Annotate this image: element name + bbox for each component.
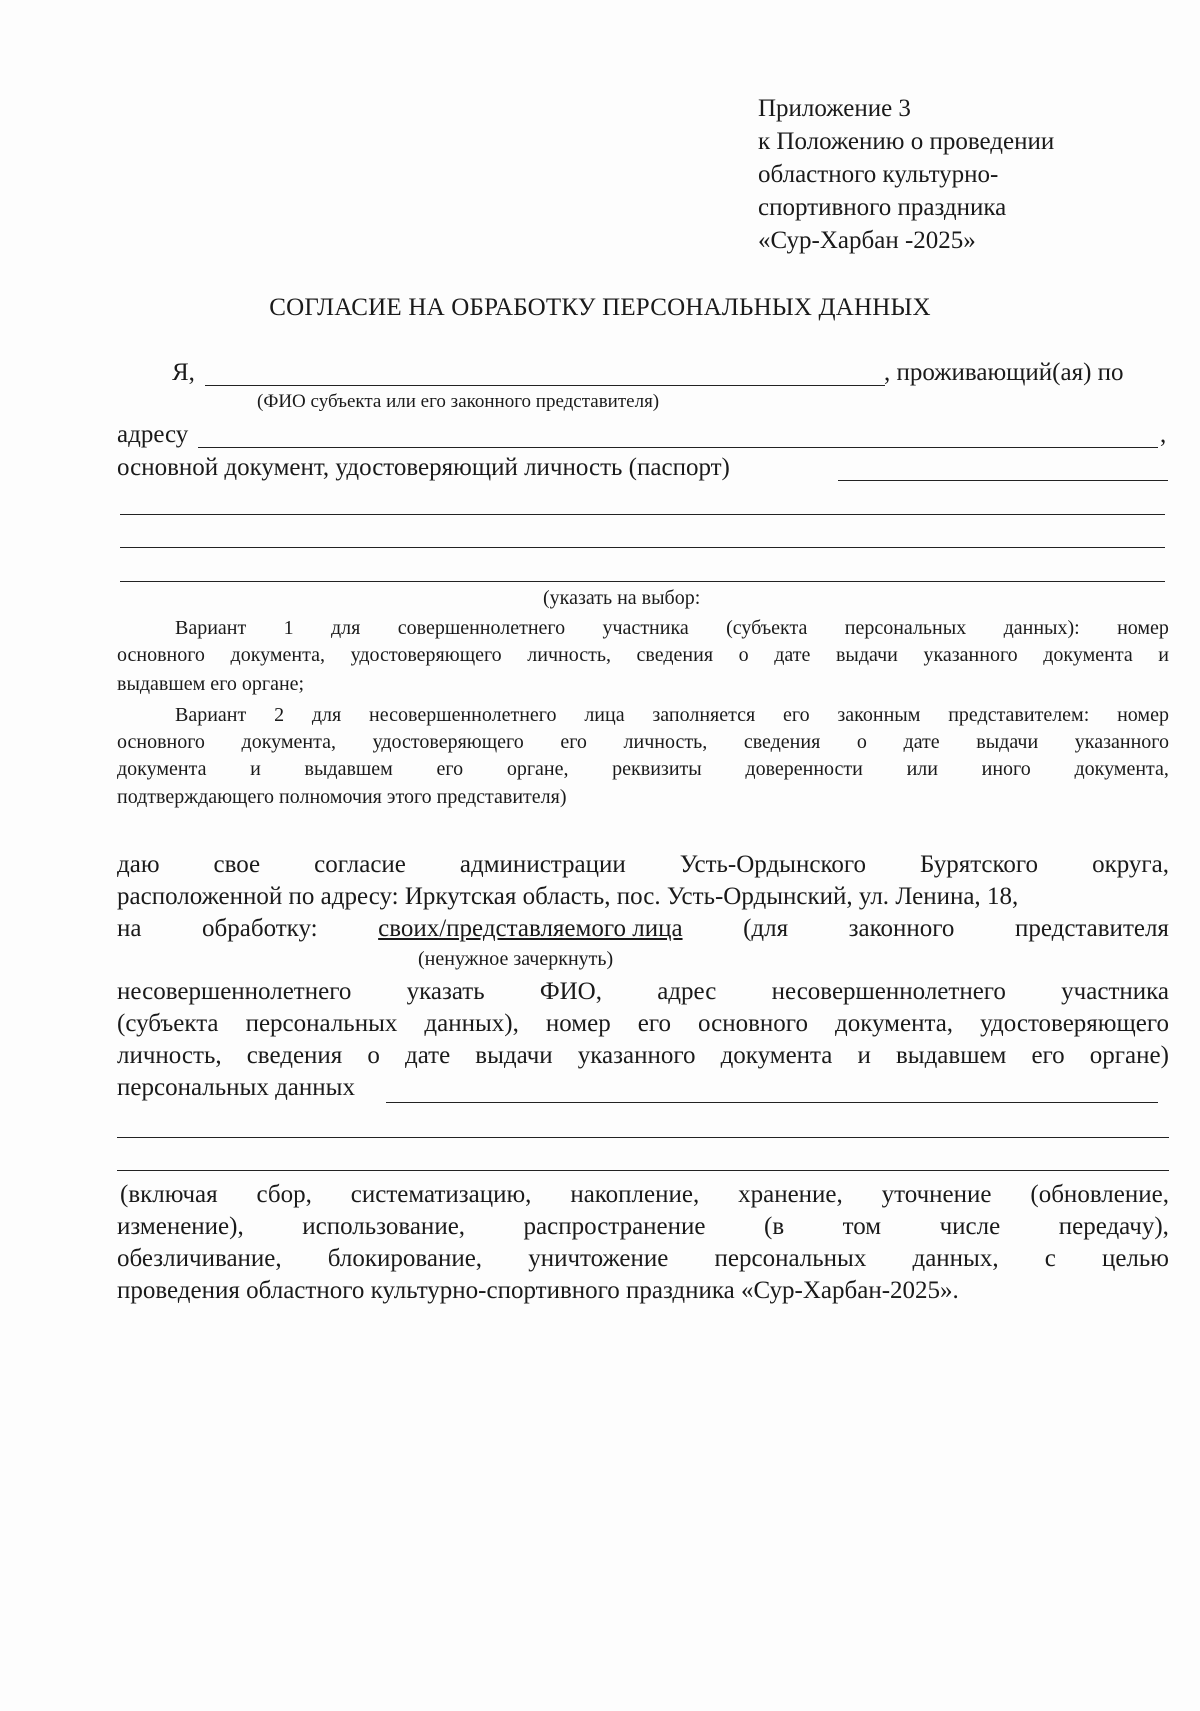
minor-line: личность, сведения о дате выдачи указанного документа и выдавшем его органе): [117, 1042, 1169, 1069]
consent-line: даю свое согласие администрации Усть-Ордынского Бурятского округа,: [117, 851, 1169, 878]
appendix-line: «Сур-Харбан -2025»: [758, 227, 976, 254]
variant-2-line: основного документа, удостоверяющего его личность, сведения о дате выдачи указанного: [117, 731, 1169, 753]
minor-line: (субъекта персональных данных), номер его основного документа, удостоверяющего: [117, 1010, 1169, 1037]
address-field[interactable]: [198, 447, 1158, 448]
appendix-line: областного культурно-: [758, 161, 999, 188]
personal-data-label: персональных данных: [117, 1074, 355, 1101]
personal-data-field[interactable]: [386, 1102, 1158, 1103]
processing-line: (включая сбор, систематизацию, накопление, хранение, уточнение (обновление,: [120, 1181, 1169, 1208]
choose-hint: (указать на выбор:: [543, 587, 701, 609]
processing-line: изменение), использование, распространение (в том числе передачу),: [117, 1213, 1169, 1240]
variant-1-line: основного документа, удостоверяющего личность, сведения о дате выдачи указанного документа и: [117, 644, 1169, 666]
document-field-line-2[interactable]: [120, 514, 1165, 515]
personal-data-field-line-2[interactable]: [117, 1137, 1169, 1138]
for-label: (для: [743, 915, 789, 942]
processing-last-line: проведения областного культурно-спортивного праздника «Сур-Харбан-2025».: [117, 1277, 959, 1304]
document-label: основной документ, удостоверяющий личность (паспорт): [117, 454, 730, 481]
appendix-line: спортивного праздника: [758, 194, 1007, 221]
fio-field[interactable]: [205, 385, 885, 386]
representative-label: представителя: [1014, 915, 1169, 942]
variant-2-line: документа и выдавшем его органе, реквизиты доверенности или иного документа,: [117, 758, 1169, 780]
variant-1-last: выдавшем его органе;: [117, 673, 305, 695]
fio-hint: (ФИО субъекта или его законного представителя): [257, 391, 660, 412]
document-field[interactable]: [838, 480, 1168, 481]
variant-2-line: Вариант 2 для несовершеннолетнего лица заполняется его законным представителем: номер: [175, 704, 1169, 726]
legal-label: законного: [848, 915, 955, 942]
variant-2-last: подтверждающего полномочия этого представителя): [117, 786, 567, 808]
appendix-header: [758, 92, 1054, 257]
minor-line: несовершеннолетнего указать ФИО, адрес несовершеннолетнего участника: [117, 978, 1169, 1005]
processing-line: обезличивание, блокирование, уничтожение персональных данных, с целью: [117, 1245, 1169, 1272]
strike-hint: (ненужное зачеркнуть): [418, 948, 614, 970]
document-field-line-3[interactable]: [120, 547, 1165, 548]
consent-processing-line: [117, 914, 1169, 944]
on-label: на: [117, 915, 142, 942]
appendix-line: Приложение 3: [758, 95, 911, 122]
appendix-line: к Положению о проведении: [758, 128, 1055, 155]
address-comma: ,: [1160, 421, 1167, 448]
i-label: Я,: [172, 359, 195, 386]
residing-label: , проживающий(ая) по: [884, 359, 1124, 386]
processing-label: обработку:: [202, 915, 318, 942]
own-person-option[interactable]: своих/представляемого лица: [378, 915, 683, 942]
document-title: СОГЛАСИЕ НА ОБРАБОТКУ ПЕРСОНАЛЬНЫХ ДАННЫХ: [269, 294, 931, 321]
document-field-line-4[interactable]: [120, 581, 1165, 582]
variant-1-line: Вариант 1 для совершеннолетнего участника (субъекта персональных данных): номер: [175, 617, 1169, 639]
personal-data-field-line-3[interactable]: [117, 1170, 1169, 1171]
consent-line: расположенной по адресу: Иркутская область, пос. Усть-Ордынский, ул. Ленина, 18,: [117, 883, 1019, 910]
address-label: адресу: [117, 421, 189, 448]
